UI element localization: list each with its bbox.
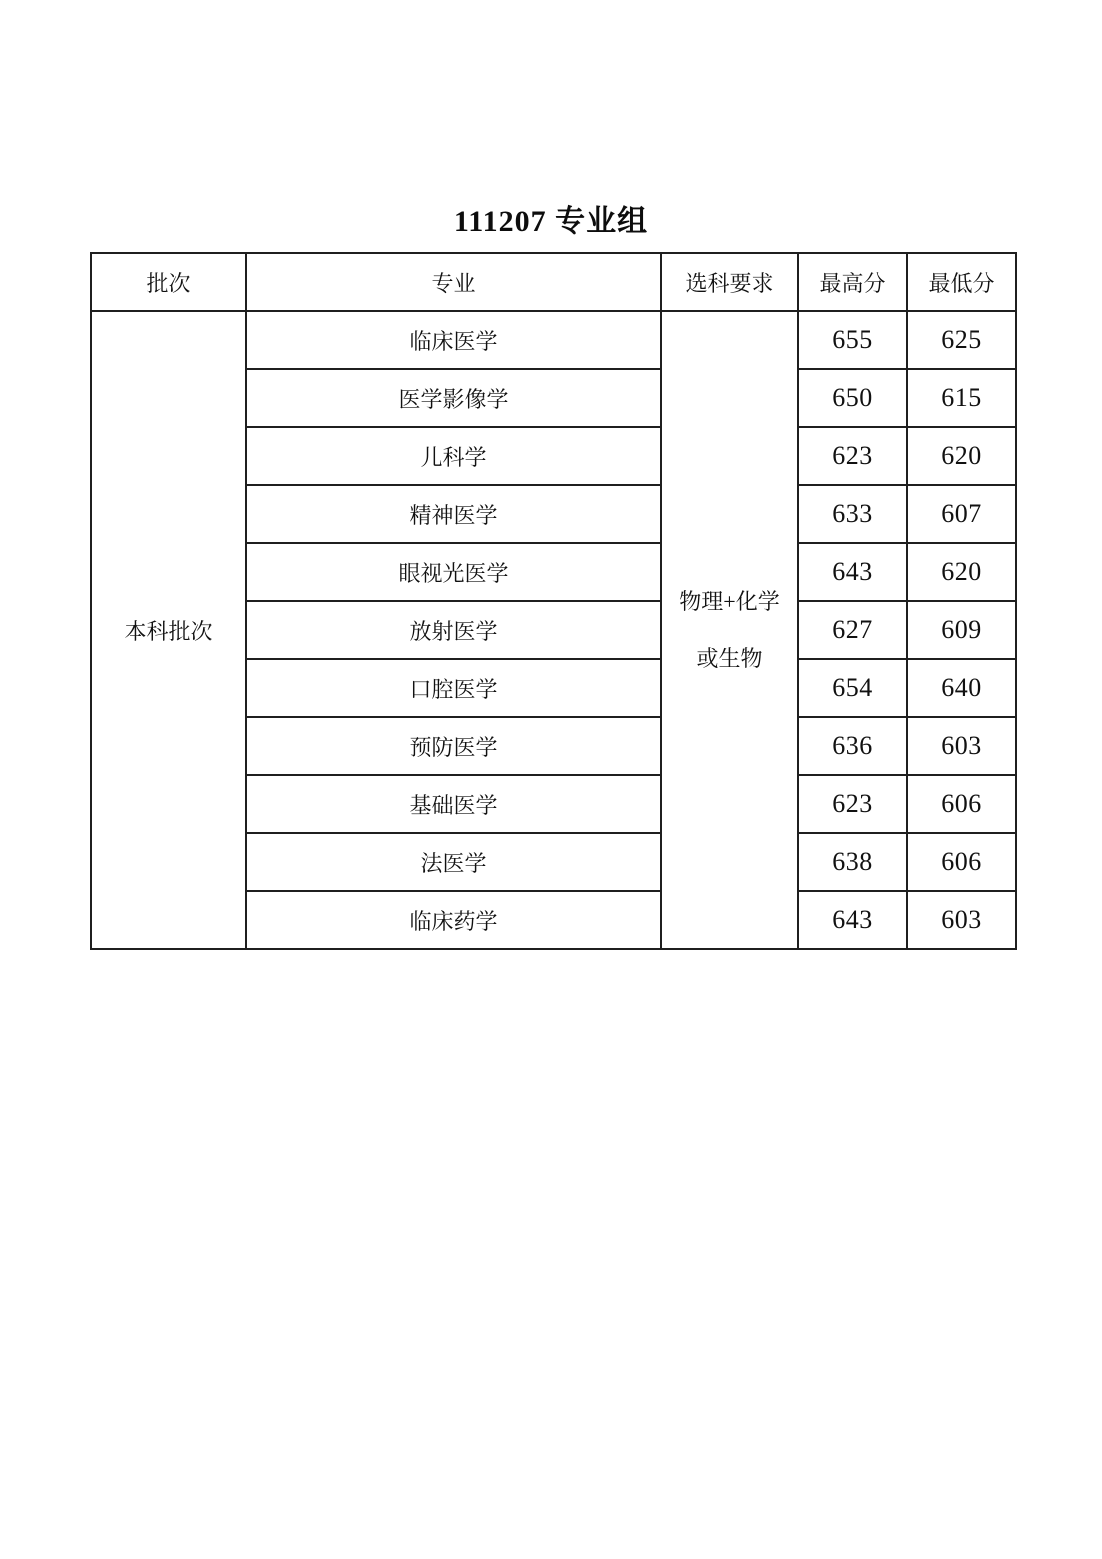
header-subject-requirement: 选科要求 (661, 253, 798, 311)
major-cell: 放射医学 (246, 601, 661, 659)
header-major: 专业 (246, 253, 661, 311)
min-score-cell: 606 (907, 833, 1016, 891)
subject-requirement-line: 物理+化学 (679, 588, 780, 614)
min-score-cell: 620 (907, 543, 1016, 601)
min-score-cell: 603 (907, 717, 1016, 775)
major-cell: 医学影像学 (246, 369, 661, 427)
min-score-cell: 609 (907, 601, 1016, 659)
max-score-cell: 623 (798, 427, 907, 485)
max-score-cell: 623 (798, 775, 907, 833)
header-max-score: 最高分 (798, 253, 907, 311)
major-cell: 基础医学 (246, 775, 661, 833)
min-score-cell: 607 (907, 485, 1016, 543)
min-score-cell: 620 (907, 427, 1016, 485)
major-cell: 儿科学 (246, 427, 661, 485)
major-cell: 临床医学 (246, 311, 661, 369)
max-score-cell: 643 (798, 543, 907, 601)
major-cell: 临床药学 (246, 891, 661, 949)
admission-score-table (90, 252, 1017, 950)
min-score-cell: 606 (907, 775, 1016, 833)
max-score-cell: 638 (798, 833, 907, 891)
min-score-cell: 615 (907, 369, 1016, 427)
table-header-row (91, 253, 1016, 311)
max-score-cell: 636 (798, 717, 907, 775)
min-score-cell: 640 (907, 659, 1016, 717)
max-score-cell: 627 (798, 601, 907, 659)
page-title: 111207 专业组 (453, 205, 649, 238)
max-score-cell: 654 (798, 659, 907, 717)
major-cell: 眼视光医学 (246, 543, 661, 601)
header-min-score: 最低分 (907, 253, 1016, 311)
batch-cell: 本科批次 (91, 311, 246, 949)
major-cell: 口腔医学 (246, 659, 661, 717)
table-row (91, 311, 1016, 369)
max-score-cell: 643 (798, 891, 907, 949)
min-score-cell: 603 (907, 891, 1016, 949)
max-score-cell: 655 (798, 311, 907, 369)
min-score-cell: 625 (907, 311, 1016, 369)
max-score-cell: 633 (798, 485, 907, 543)
subject-requirement-cell (661, 311, 798, 949)
major-cell: 预防医学 (246, 717, 661, 775)
subject-requirement-line: 或生物 (696, 645, 763, 671)
major-cell: 精神医学 (246, 485, 661, 543)
header-batch: 批次 (91, 253, 246, 311)
major-cell: 法医学 (246, 833, 661, 891)
max-score-cell: 650 (798, 369, 907, 427)
